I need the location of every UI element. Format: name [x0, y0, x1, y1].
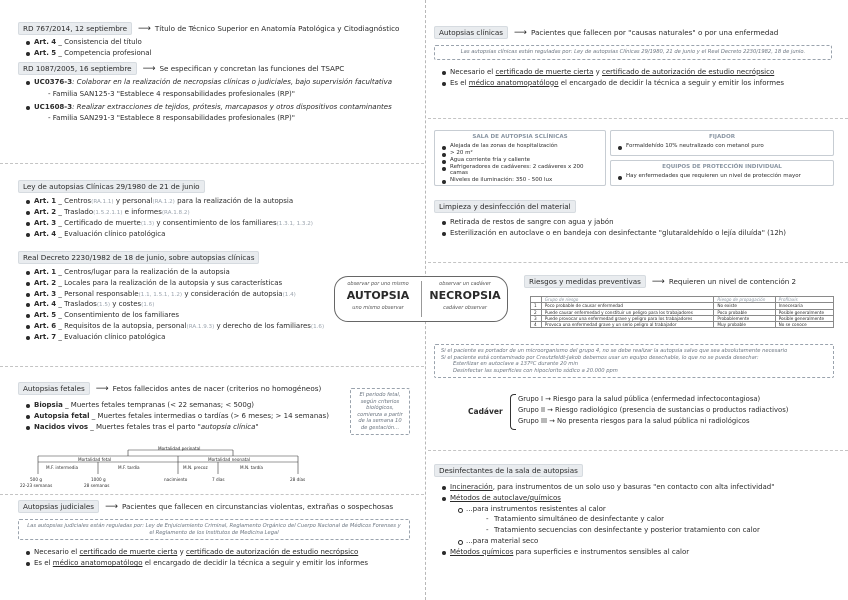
list-item: Art. 4 _ Consistencia del título: [24, 38, 424, 47]
ley29-block: [18, 180, 424, 239]
table-row: 1 Poco probable de causar enfermedad No existe Innecesaria: [531, 303, 834, 309]
list-item: Art. 5 _ Competencia profesional: [24, 49, 424, 58]
divider: [0, 366, 424, 367]
clinicas-text: Pacientes que fallecen por "causas naturales" o por una enfermedad: [530, 28, 779, 37]
list-item: Art. 4 _ Traslados(1.5) y costes(1.6): [24, 300, 424, 309]
list-item: Necesario el certificado de muerte cierta y certificado de autorización de estudio necrópsico: [24, 548, 424, 557]
rd767-header: RD 767/2014, 12 septiembre: [18, 22, 132, 35]
judiciales-items: [24, 548, 424, 568]
list-item: Autopsia fetal _ Muertes fetales intermedias o tardías (> 6 meses; > 14 semanas): [24, 412, 354, 421]
cadaver-groups: [518, 394, 788, 427]
divider: [428, 450, 848, 451]
risk-table: [530, 296, 834, 328]
riesgos-block: [524, 275, 848, 288]
necropsia-bottom: cadáver observar: [443, 305, 487, 311]
note-line: Si el paciente es portador de un microorganismo del grupo 4, no se debe realizar la autopsia salvo que sea absolutamente necesario: [441, 348, 788, 354]
rd767-block: [18, 22, 424, 123]
arrow-icon: ⟶: [142, 63, 156, 74]
timeline-low: M.N. tardía: [240, 465, 263, 470]
fetal-note: El periodo fetal, según criterios biológicos, comienza a partir de la semana 10 de gestación...: [350, 388, 410, 435]
list-item: Incineración, para instrumentos de un solo uso y basuras "en contacto con alta infectividad": [440, 483, 848, 492]
list-item: Hay enfermedades que requieren un nivel de protección mayor: [616, 173, 828, 180]
ley29-arts: [24, 197, 424, 239]
judiciales-header: Autopsias judiciales: [18, 500, 99, 513]
necropsia-cell: [422, 277, 508, 321]
fijador-items: [616, 143, 828, 150]
table-row: 2 Puede causar enfermedad y constituir un peligro para los trabajadores Poco probable Posible generalmente: [531, 309, 834, 315]
table-row: 4 Provoca una enfermedad grave y un serio peligro al trabajador Muy probable No se conoce: [531, 322, 834, 328]
epi-box: [610, 160, 834, 186]
list-item: ...para instrumentos resistentes al calor - Tratamiento simultáneo de desinfectante y calor - Tratamiento secuencias con desinfectante y posterior tratamiento con calor: [456, 505, 848, 535]
note-line: Esterilizar en autoclave a 137ºC durante 20 min: [453, 361, 579, 367]
uc-sub: - Familia SAN291-3 "Establece 8 responsabilidades profesionales (RP)": [48, 114, 295, 123]
timeline-tick: 7 días: [212, 477, 225, 482]
list-item: Art. 6 _ Requisitos de la autopsia, personal(RA.1.9.3) y derecho de los familiares(1.6): [24, 322, 424, 331]
autopsia-bottom: uno mismo observar: [352, 305, 404, 311]
sala-items: [440, 143, 600, 184]
list-item: Art. 2 _ Locales para la realización de la autopsia y sus características: [24, 279, 424, 288]
clinicas-items: [440, 68, 848, 88]
clinicas-note: Las autopsias clínicas están reguladas por: Ley de autopsias Clínicas 29/1980, 21 de junio y el Real Decreto 2230/1982, 18 de junio.: [434, 45, 832, 60]
timeline-tick: 500 g: [30, 477, 42, 482]
rd1087-header: RD 1087/2005, 16 septiembre: [18, 62, 137, 75]
arrow-icon: ⟶: [138, 24, 151, 34]
sala-box: [434, 130, 606, 186]
autopsia-necropsia-badge: [334, 276, 508, 322]
desinfectantes-items: [440, 483, 848, 556]
autopsia-cell: [335, 277, 421, 321]
list-item: Art. 4 _ Evaluación clínico patológica: [24, 230, 424, 239]
list-item: Art. 5 _ Consentimiento de los familiares: [24, 311, 424, 320]
timeline-mid-left: Mortalidad fetal: [78, 457, 112, 462]
list-item: Art. 1 _ Centros/lugar para la realización de la autopsia: [24, 268, 424, 277]
timeline-tick: nacimiento: [164, 477, 188, 482]
list-item: UC0376-3: Colaborar en la realización de necropsias clínicas o judiciales, bajo supervisión facultativa - Familia SAN125-3 "Establece 4 responsabilidades profesionales (RP)": [24, 78, 424, 99]
divider: [428, 118, 848, 119]
autopsia-title: AUTOPSIA: [346, 289, 410, 303]
arrow-icon: ⟶: [95, 384, 109, 394]
list-item: Art. 1 _ Centros(RA.1.1) y personal(RA.1.2) para la realización de la autopsia: [24, 197, 424, 206]
list-item: ...para material seco: [456, 537, 848, 546]
list-item: Necesario el certificado de muerte cierta y certificado de autorización de estudio necrópsico: [440, 68, 848, 77]
riesgos-header: Riesgos y medidas preventivas: [524, 275, 646, 288]
timeline-low: M.F. intermedia: [46, 465, 79, 470]
timeline-tick: 1000 g: [91, 477, 106, 482]
group-line: Grupo III → No presenta riesgos para la salud pública ni radiológicos: [518, 416, 750, 425]
timeline-tick: 22-23 semanas: [20, 483, 53, 488]
cadaver-label: Cadáver: [468, 407, 503, 416]
necropsia-top: observar un cadáver: [439, 281, 491, 287]
fetales-header: Autopsias fetales: [18, 382, 90, 395]
rd1087-text: Se especifican y concretan las funciones del TSAPC: [159, 63, 345, 73]
arrow-icon: ⟶: [514, 28, 527, 38]
judiciales-note: Las autopsias judiciales están reguladas por: Ley de Enjuiciamiento Criminal, Reglamento Orgánico del Cuerpo Nacional de Médicos Forenses y el Reglamento de los Institutos de Medicina Legal: [18, 519, 410, 540]
timeline-tick: 28 semanas: [84, 483, 110, 488]
brace: [510, 394, 516, 430]
desinfectantes-block: [434, 464, 848, 556]
list-item: Art. 7 _ Evaluación clínico patológica: [24, 333, 424, 342]
group-line: Grupo I → Riesgo para la salud pública (enfermedad infectocontagiosa): [518, 395, 761, 403]
autopsia-top: observar por uno mismo: [347, 281, 409, 287]
timeline-top: Mortalidad perinatal: [158, 446, 201, 451]
limpieza-items: [440, 218, 848, 238]
list-item: Art. 3 _ Certificado de muerte(1.3) y consentimiento de los familiares(1.3.1, 1.3.2): [24, 219, 424, 228]
list-item: Es el médico anatomopatólogo el encargado de decidir la técnica a seguir y emitir los informes: [440, 79, 848, 88]
riesgos-text: Requieren un nivel de contención 2: [668, 277, 797, 286]
list-item: Art. 3 _ Personal responsable(1.1, 1.5.1, 1.2) y consideración de autopsia(1.4): [24, 290, 424, 299]
timeline-low: M.N. precoz: [183, 465, 208, 470]
arrow-icon: ⟶: [105, 502, 118, 512]
rd2230-header: Real Decreto 2230/1982 de 18 de junio, sobre autopsias clínicas: [18, 251, 259, 264]
rd767-text: Título de Técnico Superior en Anatomía Patológica y Citodiagnóstico: [154, 24, 400, 33]
timeline-low: M.F. tardía: [118, 465, 140, 470]
epi-title: EQUIPOS DE PROTECCIÓN INDIVIDUAL: [662, 164, 782, 170]
divider: [428, 262, 848, 263]
limpieza-header: Limpieza y desinfección del material: [434, 200, 576, 213]
rd767-arts: [24, 38, 424, 58]
divider: [0, 494, 424, 495]
fetales-text: Fetos fallecidos antes de nacer (criterios no homogéneos): [112, 384, 322, 393]
sala-title: SALA DE AUTOPSIA SCLÍNICAS: [472, 134, 568, 140]
list-item: Refrigeradores de cadáveres: 2 cadáveres x 200 camas: [440, 164, 600, 178]
judiciales-block: [18, 500, 424, 568]
list-item: > 20 m²: [440, 150, 600, 157]
fijador-title: FIJADOR: [708, 134, 736, 140]
fetal-timeline: [18, 446, 398, 494]
divider: [0, 163, 424, 164]
desinfectantes-header: Desinfectantes de la sala de autopsias: [434, 464, 583, 477]
arrow-icon: ⟶: [651, 277, 665, 287]
list-item: Esterilización en autoclave o en bandeja con desinfectante "glutaraldehído o lejía diluída" (12h): [440, 229, 848, 238]
timeline-tick: 28 días: [290, 477, 306, 482]
list-item: - Tratamiento simultáneo de desinfectante y calor: [484, 515, 848, 524]
list-item: Biopsia _ Muertes fetales tempranas (< 22 semanas; < 500g): [24, 401, 354, 410]
limpieza-block: [434, 200, 848, 238]
necropsia-title: NECROPSIA: [429, 289, 501, 303]
list-item: Métodos químicos para superficies e instrumentos sensibles al calor: [440, 548, 848, 557]
clinicas-header: Autopsias clínicas: [434, 26, 508, 39]
riesgos-notes: [434, 344, 834, 378]
table-row: Grupo de riesgo Riesgo de propagación Profilaxis: [531, 297, 834, 303]
note-line: Si el paciente está contaminado por Creutzfeldt-Jakob debemos usar un equipo desechable, lo que no se pueda desechar:: [441, 354, 759, 361]
epi-items: [616, 173, 828, 180]
list-item: Nacidos vivos _ Muertes fetales tras el parto "autopsia clínica": [24, 423, 354, 432]
ley29-header: Ley de autopsias Clínicas 29/1980 de 21 de junio: [18, 180, 205, 193]
list-item: Métodos de autoclave/químicos ...para instrumentos resistentes al calor - Tratamiento simultáneo de desinfectante y calor - Tratamiento secuencias con desinfectante y posterior tratamiento con calor ...para material seco: [440, 494, 848, 546]
fijador-box: [610, 130, 834, 156]
note-line: Desinfectar las superficies con hipoclorito sódico a 20.000 ppm: [453, 367, 618, 374]
list-item: - Tratamiento secuencias con desinfectante y posterior tratamiento con calor: [484, 526, 848, 535]
timeline-mid-right: Mortalidad neonatal: [208, 457, 251, 462]
uc-list: [24, 78, 424, 123]
list-item: Alejada de las zonas de hospitalización: [440, 143, 600, 150]
list-item: Niveles de iluminación: 350 - 500 lux: [440, 177, 600, 184]
list-item: UC1608-3: Realizar extracciones de tejidos, prótesis, marcapasos y otros dispositivos contaminantes - Familia SAN291-3 "Establece 8 responsabilidades profesionales (RP)": [24, 103, 424, 124]
list-item: Art. 2 _ Traslado(1.5.2.1.1) e informes(RA.1.8.2): [24, 208, 424, 217]
judiciales-text: Pacientes que fallecen en circunstancias violentas, extrañas o sospechosas: [121, 502, 394, 511]
clinicas-block: [434, 26, 848, 87]
list-item: Formaldehído 10% neutralizado con metanol puro: [616, 143, 828, 150]
fetales-items: [24, 401, 354, 431]
group-line: Grupo II → Riesgo radiológico (presencia de sustancias o productos radiactivos): [518, 405, 789, 414]
list-item: Es el médico anatomopatólogo el encargado de decidir la técnica a seguir y emitir los informes: [24, 559, 424, 568]
list-item: Retirada de restos de sangre con agua y jabón: [440, 218, 848, 227]
list-item: Agua corriente fría y caliente: [440, 157, 600, 164]
table-row: 3 Puede provocar una enfermedad grave y peligro para los trabajadores Probablemente Posible generalmente: [531, 315, 834, 321]
uc-sub: - Familia SAN125-3 "Establece 4 responsabilidades profesionales (RP)": [48, 89, 295, 98]
